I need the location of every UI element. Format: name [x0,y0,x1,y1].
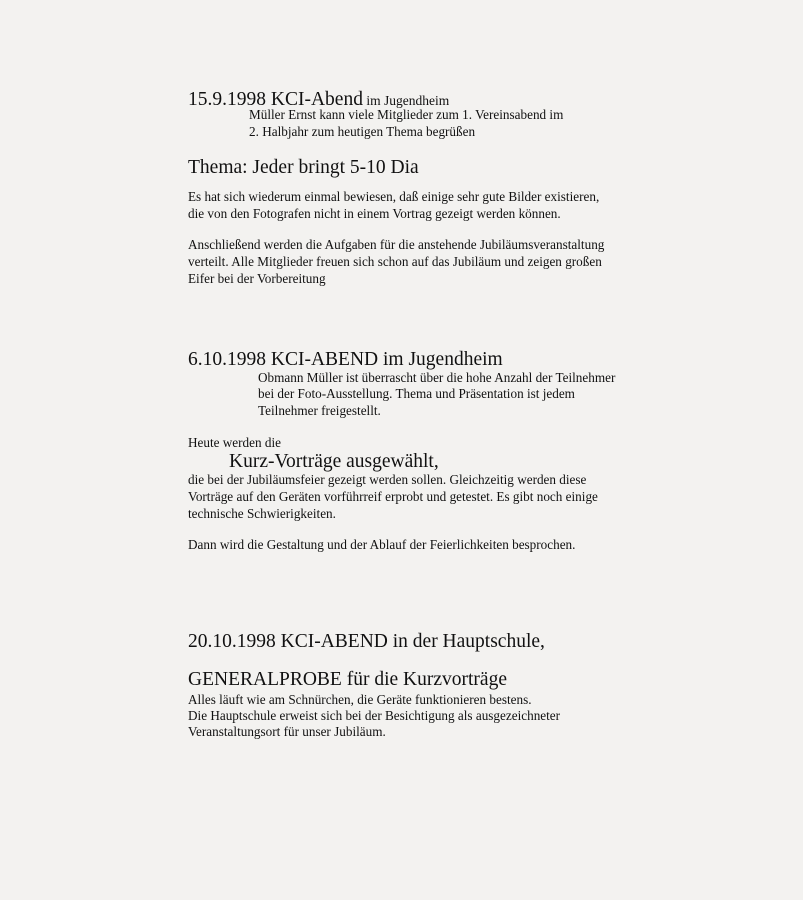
entry1-paragraph2-line: Eifer bei der Vorbereitung [188,271,326,286]
entry2-highlight: Kurz-Vorträge ausgewählt, [229,451,439,472]
entry2-paragraph-line: Vorträge auf den Geräten vorführreif erprobt und getestet. Es gibt noch einige [188,489,598,504]
entry1-paragraph2-line: verteilt. Alle Mitglieder freuen sich schon auf das Jubiläum und zeigen großen [188,254,602,269]
entry1-topic: Thema: Jeder bringt 5-10 Dia [188,157,419,178]
entry3-subheading: GENERALPROBE für die Kurzvorträge [188,669,507,690]
entry1-intro-line: 2. Halbjahr zum heutigen Thema begrüßen [249,124,476,139]
entry1-heading-main: 15.9.1998 KCI-Abend [188,89,363,110]
entry3-heading: 20.10.1998 KCI-ABEND in der Hauptschule, [188,631,545,652]
entry2-intro-line: Teilnehmer freigestellt. [258,403,381,418]
entry3-paragraph-line: Die Hauptschule erweist sich bei der Besichtigung als ausgezeichneter [188,708,561,723]
entry1-paragraph-line: Es hat sich wiederum einmal bewiesen, daß einige sehr gute Bilder existieren, [188,189,600,204]
entry3-paragraph-line: Veranstaltungsort für unser Jubiläum. [188,724,386,739]
entry2-intro-line: bei der Foto-Ausstellung. Thema und Präsentation ist jedem [258,386,575,401]
entry2-lead: Heute werden die [188,435,282,450]
entry1-intro-line: Müller Ernst kann viele Mitglieder zum 1. Vereinsabend im [249,107,564,122]
entry1-heading-suffix: im Jugendheim [362,93,450,108]
entry2-paragraph-line: die bei der Jubiläumsfeier gezeigt werden sollen. Gleichzeitig werden diese [188,472,587,487]
entry2-paragraph2: Dann wird die Gestaltung und der Ablauf der Feierlichkeiten besprochen. [188,537,576,552]
entry3-paragraph-line: Alles läuft wie am Schnürchen, die Geräte funktionieren bestens. [188,692,532,707]
entry2-heading: 6.10.1998 KCI-ABEND im Jugendheim [188,349,503,370]
entry2-paragraph-line: technische Schwierigkeiten. [188,506,336,521]
entry1-paragraph2-line: Anschließend werden die Aufgaben für die anstehende Jubiläumsveranstaltung [188,237,605,252]
entry2-intro-line: Obmann Müller ist überrascht über die hohe Anzahl der Teilnehmer [258,370,616,385]
entry1-paragraph-line: die von den Fotografen nicht in einem Vortrag gezeigt werden können. [188,206,561,221]
